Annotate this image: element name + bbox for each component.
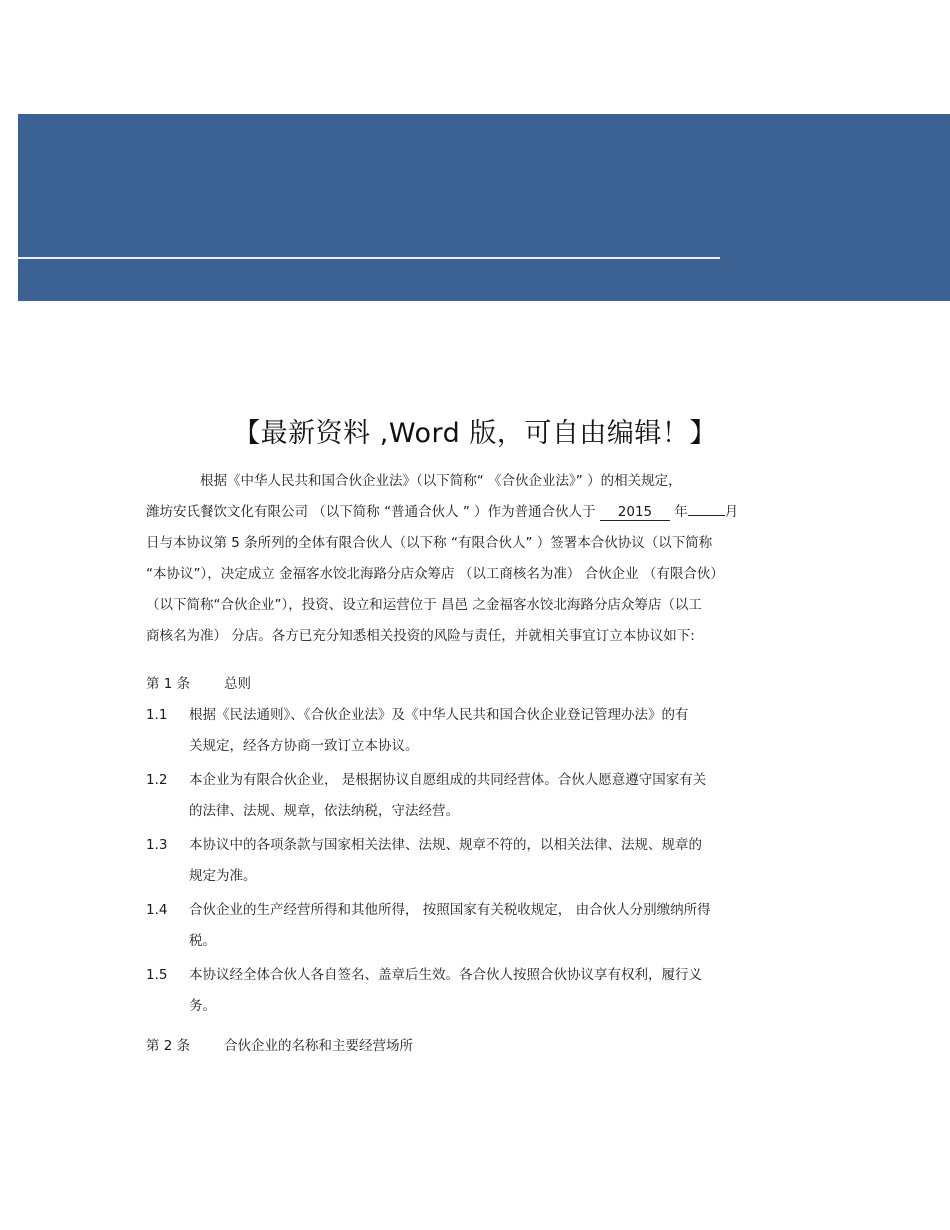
clause-number: 1.1 [146, 707, 168, 723]
month-unit: 月 [724, 504, 739, 520]
clause-text: 税。 [189, 933, 216, 949]
intro-line-5: （以下简称“合伙企业”），投资、设立和运营位于 昌邑 之金福客水饺北海路分店众筹店（以工 [146, 597, 702, 613]
clause-1-2 [146, 765, 811, 827]
article-number: 第 2 条 [146, 1038, 191, 1054]
clause-text: 本企业为有限合伙企业， 是根据协议自愿组成的共同经营体。合伙人愿意遵守国家有关 [189, 772, 707, 788]
clause-text: 本协议经全体合伙人各自签名、盖章后生效。各合伙人按照合伙协议享有权利，履行义 [189, 967, 702, 983]
clause-1-5 [146, 960, 811, 1022]
article-2-heading [146, 1036, 413, 1056]
clause-text: 合伙企业的生产经营所得和其他所得， 按照国家有关税收规定， 由合伙人分别缴纳所得 [189, 902, 711, 918]
clause-1-1 [146, 700, 811, 762]
intro-line-1: 根据《中华人民共和国合伙企业法》（以下简称“ 《合伙企业法》” ）的相关规定， [200, 473, 682, 489]
clause-number: 1.4 [146, 902, 168, 918]
clause-1-4 [146, 895, 811, 957]
intro-line-3: 日与本协议第 5 条所列的全体有限合伙人（以下称 “有限合伙人” ）签署本合伙协议（以下简称 [146, 535, 713, 551]
intro-paragraph [146, 466, 811, 652]
intro-line-2-text: 潍坊安氏餐饮文化有限公司 （以下简称 “普通合伙人 ” ）作为普通合伙人于 [146, 504, 600, 520]
clause-1-3 [146, 830, 811, 892]
article-title: 总则 [224, 676, 251, 692]
clause-text: 关规定，经各方协商一致订立本协议。 [189, 738, 419, 754]
clause-text: 规定为准。 [189, 868, 257, 884]
clause-text: 的法律、法规、规章，依法纳税，守法经营。 [189, 803, 459, 819]
clause-text: 根据《民法通则》、《合伙企业法》及《中华人民共和国合伙企业登记管理办法》的有 [189, 707, 689, 723]
clause-number: 1.3 [146, 837, 168, 853]
clause-text: 务。 [189, 998, 216, 1014]
article-number: 第 1 条 [146, 676, 191, 692]
header-banner [18, 114, 950, 301]
intro-line-4: “本协议”），决定成立 金福客水饺北海路分店众筹店 （以工商核名为准） 合伙企业 （有限合伙） [146, 566, 724, 582]
article-1-heading [146, 674, 251, 694]
article-title: 合伙企业的名称和主要经营场所 [224, 1038, 413, 1054]
intro-line-2 [146, 497, 811, 528]
intro-line-6: 商核名为准） 分店。各方已充分知悉相关投资的风险与责任，并就相关事宜订立本协议如下: [146, 628, 695, 644]
year-unit: 年 [669, 504, 688, 520]
clause-number: 1.2 [146, 772, 168, 788]
document-title: 【最新资料 ,Word 版，可自由编辑！】 [233, 418, 717, 449]
clause-text: 本协议中的各项条款与国家相关法律、法规、规章不符的，以相关法律、法规、规章的 [189, 837, 702, 853]
clause-number: 1.5 [146, 967, 168, 983]
month-blank [688, 515, 725, 516]
banner-divider [18, 257, 720, 259]
year-blank: 2015 [600, 505, 670, 521]
